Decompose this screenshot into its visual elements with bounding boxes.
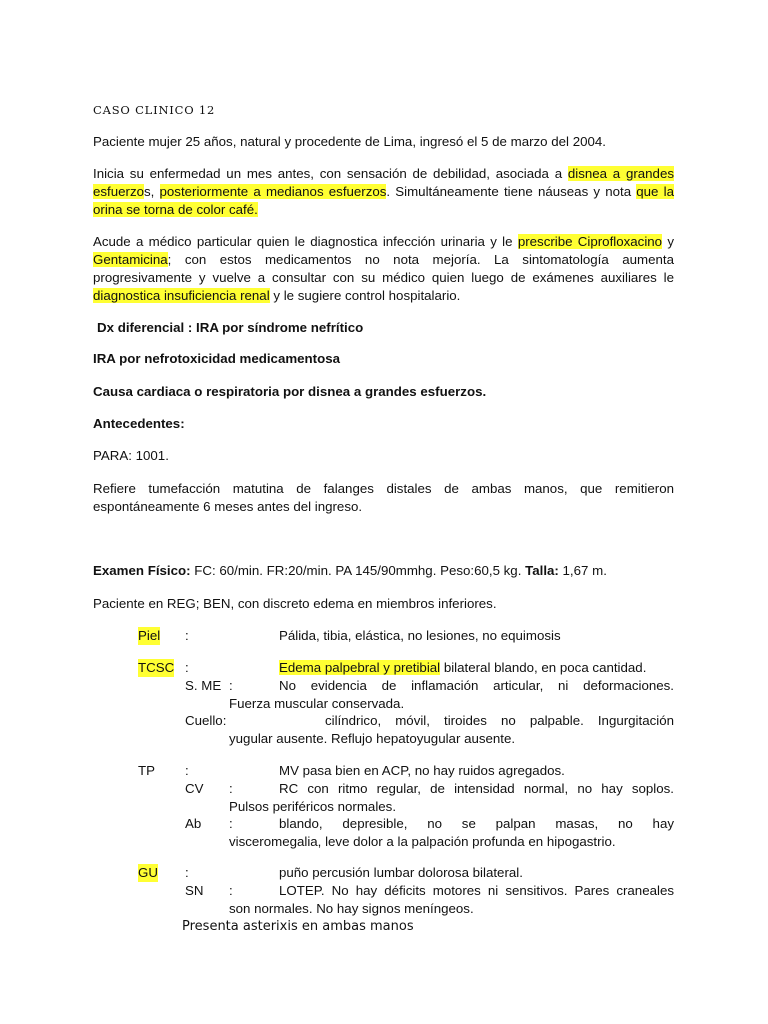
physical-exam-line xyxy=(93,562,674,580)
gu-label: GU xyxy=(138,865,158,880)
differential-diagnosis-2: IRA por nefrotoxicidad medicamentosa xyxy=(93,351,341,366)
text-run: s, xyxy=(144,184,160,199)
exam-row-ab xyxy=(0,815,768,851)
highlight-medium-effort: posteriormente a medianos esfuerzos xyxy=(159,184,387,199)
exam-row-cv xyxy=(0,780,768,816)
sme-label: S. ME xyxy=(185,678,222,693)
sme-line-1: No evidencia de inflamación articular, ni deformaciones. xyxy=(279,678,674,693)
highlight-edema: Edema palpebral y pretibial xyxy=(279,660,441,675)
text-run: y le sugiere control hospitalario. xyxy=(269,288,461,303)
colon: : xyxy=(229,816,233,831)
cv-line-2: Pulsos periféricos normales. xyxy=(229,799,397,814)
antecedentes-heading: Antecedentes: xyxy=(93,416,185,431)
exam-row-sn xyxy=(0,882,768,918)
case-title: CASO CLINICO 12 xyxy=(93,103,216,117)
sn-label: SN xyxy=(185,883,204,898)
sn-line-1: LOTEP. No hay déficits motores ni sensitivos. Pares craneales xyxy=(279,883,674,898)
cuello-line-2: yugular ausente. Reflujo hepatoyugular ausente. xyxy=(229,731,516,746)
cv-label: CV xyxy=(185,781,204,796)
physical-exam-label: Examen Físico: xyxy=(93,563,191,578)
colon: : xyxy=(229,678,233,693)
refiere-paragraph: Refiere tumefacción matutina de falanges distales de ambas manos, que remitieron espontáneamente 6 meses antes del ingreso. xyxy=(93,481,674,514)
colon: : xyxy=(185,628,189,643)
colon: : xyxy=(185,660,189,675)
ab-line-1: blando, depresible, no se palpan masas, no hay xyxy=(279,816,674,831)
consultation-paragraph xyxy=(93,233,674,305)
exam-row-piel xyxy=(0,627,768,645)
ab-line-2: visceromegalia, leve dolor a la palpación profunda en hipogastrio. xyxy=(229,834,616,849)
vital-signs: FC: 60/min. FR:20/min. PA 145/90mmhg. Peso:60,5 kg. xyxy=(190,563,526,578)
text-run: Inicia su enfermedad un mes antes, con sensación de debilidad, asociada a xyxy=(93,166,568,181)
highlight-gentamicin: Gentamicina xyxy=(93,252,168,267)
tcsc-label: TCSC xyxy=(138,660,175,675)
colon: : xyxy=(229,883,233,898)
sn-line-2: son normales. No hay signos meníngeos. xyxy=(229,901,474,916)
highlight-renal-failure: diagnostica insuficiencia renal xyxy=(93,288,270,303)
exam-row-cuello xyxy=(0,712,768,748)
exam-row-tp xyxy=(0,762,768,780)
cuello-label: Cuello: xyxy=(185,713,227,728)
cv-line-1: RC con ritmo regular, de intensidad normal, no hay soplos. xyxy=(279,781,674,796)
highlight-ciprofloxacin: prescribe Ciprofloxacino xyxy=(517,234,663,249)
text-run: Acude a médico particular quien le diagnostica infección urinaria y le xyxy=(93,234,518,249)
illness-onset-paragraph xyxy=(93,165,674,219)
highlight-urine-color: que la orina se torna de color café. xyxy=(93,184,674,217)
asterixis-line: Presenta asterixis en ambas manos xyxy=(182,919,414,934)
intro-paragraph: Paciente mujer 25 años, natural y procedente de Lima, ingresó el 5 de marzo del 2004. xyxy=(93,134,606,149)
tcsc-value xyxy=(279,659,674,677)
piel-label: Piel xyxy=(138,628,161,643)
exam-row-gu xyxy=(0,864,768,882)
text-run: y xyxy=(662,234,675,249)
colon: : xyxy=(185,865,189,880)
ab-label: Ab xyxy=(185,816,202,831)
highlight-dyspnea: disnea a grandes esfuerzo xyxy=(93,166,674,199)
general-state-line: Paciente en REG; BEN, con discreto edema en miembros inferiores. xyxy=(93,596,497,611)
differential-diagnosis-1: Dx diferencial : IRA por síndrome nefrítico xyxy=(97,320,364,335)
gu-value: puño percusión lumbar dolorosa bilateral. xyxy=(279,865,523,880)
tp-label: TP xyxy=(138,763,155,778)
differential-diagnosis-3: Causa cardiaca o respiratoria por disnea a grandes esfuerzos. xyxy=(93,384,487,399)
piel-value: Pálida, tibia, elástica, no lesiones, no equimosis xyxy=(279,628,561,643)
exam-row-tcsc xyxy=(0,659,768,677)
tp-value: MV pasa bien en ACP, no hay ruidos agregados. xyxy=(279,763,565,778)
exam-row-sme xyxy=(0,677,768,713)
text-run: ; con estos medicamentos no nota mejoría. La sintomatología aumenta progresivamente y vuelve a consultar con su médico quien luego de exámenes auxiliares le xyxy=(93,252,674,285)
sme-line-2: Fuerza muscular conservada. xyxy=(229,696,405,711)
text-run: . Simultáneamente tiene náuseas y nota xyxy=(386,184,637,199)
text-run: bilateral blando, en poca cantidad. xyxy=(440,660,647,675)
cuello-line-1: cilíndrico, móvil, tiroides no palpable. Ingurgitación xyxy=(325,713,674,728)
para-line: PARA: 1001. xyxy=(93,448,169,463)
colon: : xyxy=(229,781,233,796)
colon: : xyxy=(185,763,189,778)
height-value: 1,67 m. xyxy=(558,563,607,578)
height-label: Talla: xyxy=(525,563,559,578)
